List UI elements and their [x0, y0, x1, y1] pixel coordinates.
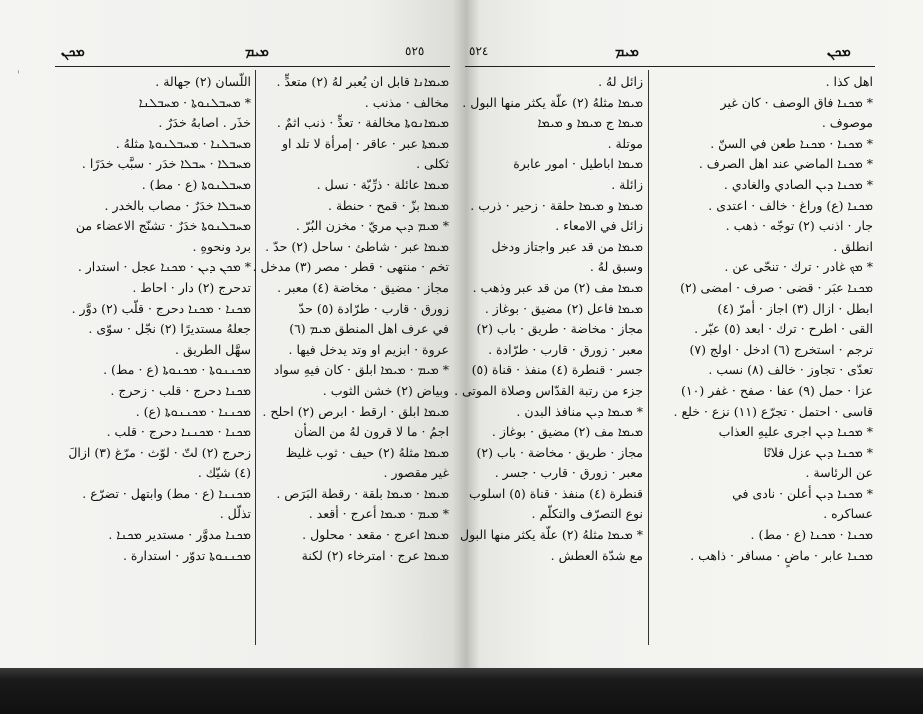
dictionary-line: * ܡܟܢܐ ܕܝܢ اجرى عليهِ العذاب [718, 424, 873, 440]
dictionary-line: ܡܟܢܢܐ (ع · مط) وابتهل · تضرّع . [82, 485, 251, 501]
dictionary-line: عزا · حمل (٩) عفا · صفح · غفر (١٠) [681, 382, 873, 398]
dictionary-line: عساكره . [823, 506, 873, 522]
dictionary-line: * ܡܝܡܐ ܕܝܢ منافذ البدن . [516, 403, 643, 419]
dictionary-line: انطلق . [833, 238, 873, 254]
dictionary-line: موصوف . [821, 115, 873, 131]
dictionary-line: ܡܝܡܐ ابلق · ارقط · ابرص (٢) احلح . [262, 403, 449, 419]
right-page-number: ٥٢٤ [469, 44, 489, 58]
dictionary-line: القى · اطرح · ترك · ابعد (٥) عبّر . [694, 321, 873, 337]
dictionary-line: * ܡܟܢܐ فاق الوصف · كان غير [720, 94, 873, 110]
dictionary-line: عن الرئاسة . [805, 465, 873, 481]
dictionary-line: جار · اذنب (٢) توجّه · ذهب . [725, 218, 873, 234]
dictionary-line: خذَر . اصابهُ خدَرٌ . [158, 115, 251, 131]
dictionary-line: ܡܟܢܐ مدوَّر · مستدير ܡܟܢܐ . [108, 527, 251, 543]
dictionary-line: ܡܝܡܐ عبر · شاطئ · ساحل (٢) حدّ . [265, 238, 449, 254]
dictionary-line: * ܡܝܡ ܕܝܢ مريّ · مخزن البُرّ . [295, 218, 449, 234]
dictionary-line: اهل كذا . [825, 74, 873, 89]
dictionary-line: * ܡܝܡ · ܡܝܡܐ أعرج · أقعد . [308, 506, 449, 522]
dictionary-line: ܡܟܢܐ عابر · ماضٍ · مسافر · ذاهب . [690, 547, 873, 563]
dictionary-line: ܡܝܡܐ فاعل (٢) مضيق · بوغاز . [484, 300, 643, 316]
dictionary-line: نوع التصرّف والتكلّم . [531, 506, 643, 522]
dictionary-line: مع شدّة العطش . [550, 547, 643, 563]
dictionary-line: ܡܚܒܠܢܘܬܐ خدَرٌ · تشنّج الاعضاء من [75, 218, 251, 234]
dictionary-line: مجاز · طريق · مخاضة · باب (٢) [476, 444, 643, 460]
dictionary-line: ܡܟܢܢܐ · ܡܟܢܢܘܬܐ (ع) . [135, 403, 251, 419]
dictionary-line: ܡܝܡܬܐ عبر · عاقر · إمرأة لا تلد او [281, 135, 449, 151]
dictionary-line: (٤) شيّك . [197, 465, 251, 481]
left-page-number: ٥٢٥ [405, 44, 425, 58]
dictionary-line: قنطرة (٤) منفذ · قناة (٥) اسلوب [469, 485, 643, 501]
dictionary-line: تعدّى · تجاوز · خالف (٨) نسب . [708, 362, 873, 378]
dictionary-line: ܡܝܡܐ من قد عبر واجتاز ودخل [491, 238, 643, 254]
dictionary-line: جعلهُ مستديرًا (٢) نجّل · سوّى . [88, 321, 251, 337]
dictionary-line: * ܡܚܒܠܢܘܬܐ · ܡܚܒܠܢܐ [138, 94, 251, 110]
dictionary-line: اجمُ · ما لا قرون لهُ من الضأن [294, 424, 449, 440]
right-page-header [465, 44, 875, 66]
dictionary-line: ܡܝܡܐ اباطيل · امور عابرة [513, 156, 643, 172]
dictionary-line: في عرف اهل المنطق ܡܝܡ (٦) [289, 321, 449, 337]
dictionary-line: * ܡܟ غادر · ترك · تنحّى عن . [724, 259, 873, 275]
dictionary-line: ܡܝܡܐ ج ܡܝܡܐ و ܡܝܡܐ [537, 115, 643, 131]
dictionary-line: ܡܚܒܠܐ خدَرٌ · مصاب بالخدر . [104, 197, 251, 213]
dictionary-line: * ܡܟܢܐ ܕܝܢ الصادي والغادي . [723, 176, 873, 192]
dictionary-line: اللّسان (٢) جهالة . [155, 74, 251, 89]
dictionary-line: ܡܝܡܐ اعرج · مقعد · محلول . [302, 527, 449, 543]
dictionary-line: * ܡܟܢܐ · ܡܟܢܐ طعن في السنّ . [710, 135, 873, 151]
dictionary-line: ܡܟܢܐ دحرج · قلب · زحرج . [110, 382, 251, 398]
left-page-column-right [252, 72, 449, 566]
dictionary-line: ܡܝܡܐ مف (٢) مضيق · بوغاز . [491, 424, 643, 440]
dictionary-line: ܡܝܡܐܢܐ قابل ان يُعبر لهُ (٢) متعدٍّ . [276, 74, 449, 89]
dictionary-line: ܡܟܢܐ عبَر · قضى · صرف · امضى (٢) [680, 279, 873, 295]
dictionary-line: * ܡܝܡ · ܡܝܡܐ ابلق · كان فيهِ سواد [273, 362, 449, 378]
dictionary-line: مجاز · مضيق · مخاضة (٤) معبر . [277, 279, 449, 295]
right-page-header-right: ܡܟܢ [827, 44, 851, 60]
left-page-column-left [59, 72, 251, 566]
dictionary-line: وبياض (٢) خشن الثوب . [322, 382, 449, 398]
dictionary-line: برد ونحوهِ . [192, 238, 251, 254]
dictionary-line: * ܡܟܢܐ ܕܝܢ عزل فلانًا [763, 444, 873, 460]
dictionary-line: زائل لهُ . [598, 74, 643, 89]
dictionary-line: * ܡܝܡܐ مثلهُ (٢) علّة يكثر منها البول [460, 527, 643, 543]
dictionary-line: مخالف · مذنب . [364, 94, 449, 110]
dictionary-line: سهَّل الطريق . [175, 341, 251, 357]
dictionary-line: غير مقصور . [383, 465, 449, 481]
dictionary-line: ܡܝܡܐ بزّ · قمح · حنطة . [328, 197, 449, 213]
dictionary-line: ابطل · ازال (٣) اجاز · أمرّ (٤) [717, 300, 873, 316]
dictionary-line: * ܡܟܢܐ ܕܝܢ أعلن · نادى في [732, 485, 873, 501]
dictionary-line: ܡܝܡܐ · ܡܝܡܐ بلقة · رقطة البَرَص . [276, 485, 449, 501]
dictionary-line: مجاز · مخاضة · طريق · باب (٢) [476, 321, 643, 337]
dictionary-line: قاسى · احتمل · تجرّع (١١) نزع · خلع . [673, 403, 873, 419]
dictionary-line: جسر · قنطرة (٤) منفذ · قناة (٥) [471, 362, 643, 378]
dictionary-line: * ܡܟܢ ܕܝܢ · ܡܟܢܐ عجل · استدار . [77, 259, 251, 275]
left-page-header [55, 44, 450, 66]
dictionary-line: زائلة . [611, 176, 643, 192]
dictionary-line: معبر · زورق · قارب · جسر . [494, 465, 643, 481]
dictionary-line: ܡܝܡܐ و ܡܝܡܐ حلقة · زحير · ذرب . [470, 197, 643, 213]
dictionary-line: معبر · زورق · قارب · طرّادة . [488, 341, 643, 357]
dictionary-line: عروة · ابزيم او وتد يدخل فيها . [288, 341, 449, 357]
dictionary-line: ܡܟܢܢܘܬܐ تدوّر · استدارة . [122, 547, 251, 563]
right-page-column-left [454, 72, 643, 566]
dictionary-line: ܡܟܢܐ · ܡܟܢܐ (ع · مط) . [750, 527, 873, 543]
dictionary-line: وسبق لهُ . [589, 259, 643, 275]
dictionary-line: ܡܝܡܐ مثلهُ (٢) حيف · ثوب غليظ [285, 444, 449, 460]
dictionary-line: ܡܝܡܐ عائلة · ذرِّيّة · نسل . [316, 176, 449, 192]
dictionary-line: * ܡܟܢܐ الماضي عند اهل الصرف . [698, 156, 873, 172]
left-page [55, 30, 450, 655]
dictionary-line: زحرج (٢) لتّ · لوّث · مرّغ (٣) ازالَ [68, 444, 251, 460]
left-page-header-rule [55, 66, 450, 67]
left-page-header-center: ܡܝܡ [245, 44, 269, 60]
dictionary-line: ترجم · استخرج (٦) ادخل · اولج (٧) [689, 341, 873, 357]
dictionary-line: زورق · قارب · طرّادة (٥) حدّ [298, 300, 449, 316]
dictionary-line: موتلة . [607, 135, 643, 151]
dictionary-line: ܡܟܢܐ · ܡܟܢܐ دحرج · قلّب (٢) دوَّر . [71, 300, 251, 316]
dictionary-line: ܡܚܒܠܐ · ܚܒܠܐ خدَر · سبَّب خدَرًا . [81, 156, 251, 172]
dictionary-line: ܡܝܡܐ مثلهُ (٢) علّة يكثر منها البول . [462, 94, 643, 110]
right-page [454, 30, 875, 655]
dictionary-line: تدحرج (٢) دار · احاط . [132, 279, 251, 295]
dictionary-line: تخم · منتهى · قطر · مصر (٣) مدخل . [252, 259, 449, 275]
dictionary-line: ثكلى . [416, 156, 449, 172]
dictionary-line: ܡܝܡܐܢܘܬܐ مخالفة · تعدٍّ · ذنب اثمٌ . [276, 115, 449, 131]
dictionary-line: ܡܚܒܠܢܐ · ܡܚܒܠܢܘܬܐ مثلهُ . [115, 135, 251, 151]
dictionary-line: جزء من رتبة القدّاس وصلاة الموتى . [454, 382, 643, 398]
dictionary-line: ܡܟܢܐ · ܡܟܢܢܐ دحرج · قلب . [106, 424, 251, 440]
right-page-column-divider [648, 70, 649, 645]
dictionary-line: ܡܟܢܐ (ع) وراغ · خالف · اعتدى . [708, 197, 873, 213]
dictionary-line: زائل في الامعاء . [555, 218, 643, 234]
margin-mark: ' [17, 70, 20, 81]
dictionary-line: ܡܝܡܐ مف (٢) من قد عبر وذهب . [472, 279, 643, 295]
right-page-header-center: ܡܝܡ [615, 44, 639, 60]
dictionary-line: ܡܚܒܠܢܘܬܐ (ع · مط) . [141, 176, 251, 192]
dictionary-line: تذلّل . [219, 506, 251, 522]
dictionary-line: ܡܟܢܢܘܬܐ · ܡܟܢܘܬܐ (ع · مط) . [103, 362, 251, 378]
scanner-bottom-edge [0, 668, 923, 714]
right-page-column-right [655, 72, 873, 566]
left-page-column-divider [255, 70, 256, 645]
dictionary-line: ܡܝܡܐ عرج · امترخاء (٢) لكنة [301, 547, 449, 563]
left-page-header-right: ܡܟܢ [61, 44, 85, 60]
right-page-header-rule [465, 66, 875, 67]
